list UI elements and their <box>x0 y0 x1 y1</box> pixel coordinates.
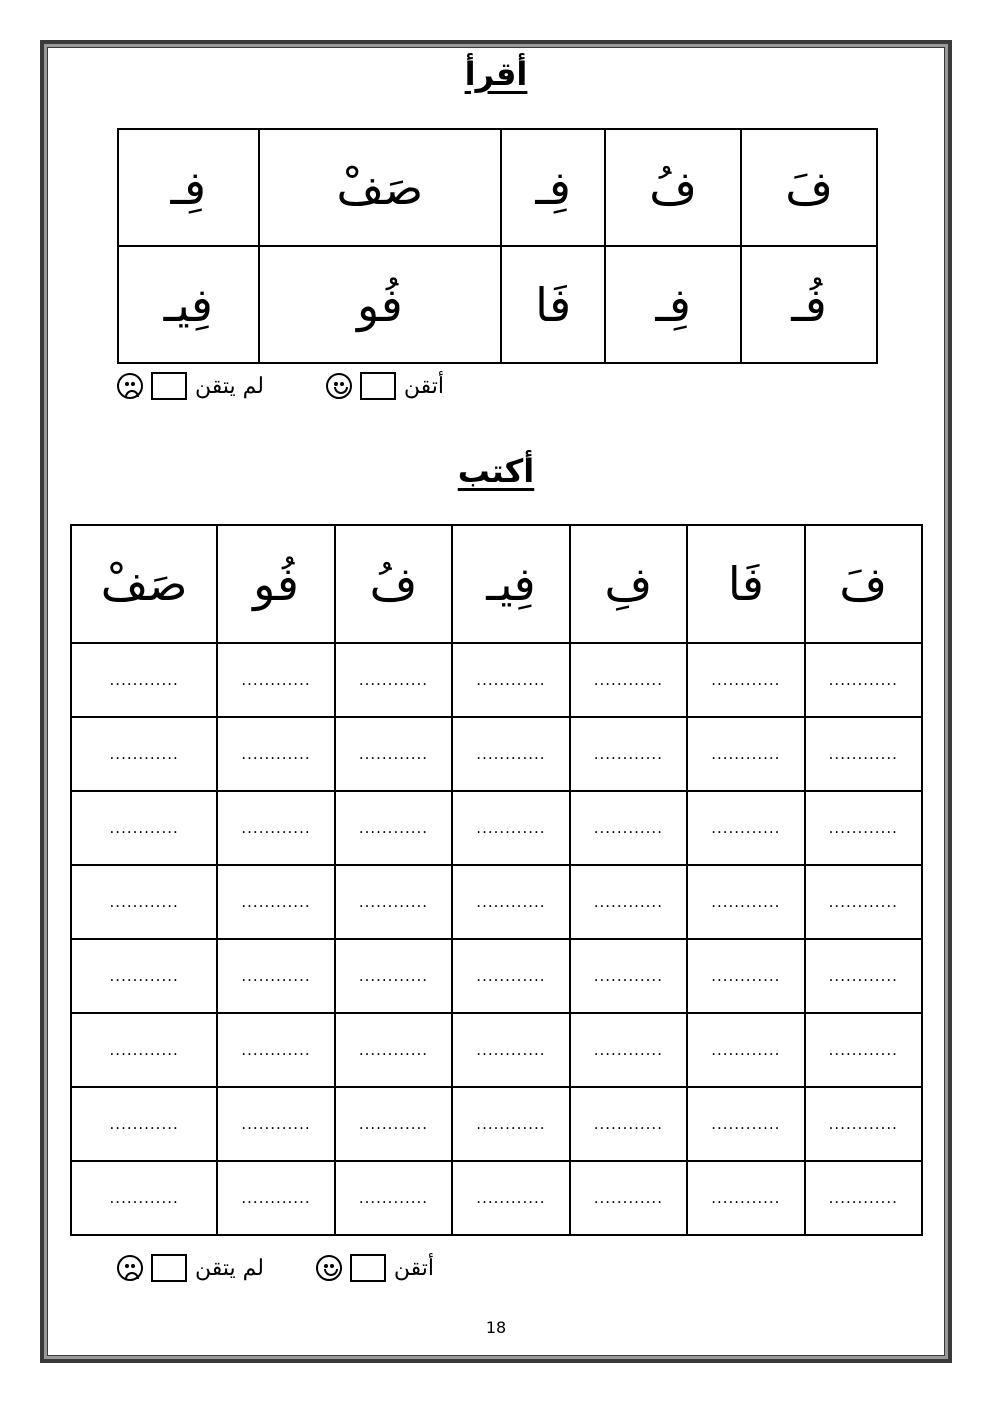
write-blank-cell[interactable]: ............ <box>71 939 217 1013</box>
write-blank-cell[interactable]: ............ <box>217 939 334 1013</box>
sad-face-icon <box>117 373 143 399</box>
read-cell: فِيـ <box>118 246 259 363</box>
write-blank-cell[interactable]: ............ <box>217 1161 334 1235</box>
write-practice-row <box>71 1161 922 1235</box>
read-cell: فُو <box>259 246 502 363</box>
write-model-cell: فَ <box>805 525 922 643</box>
write-blank-cell[interactable]: ............ <box>452 643 569 717</box>
write-blank-cell[interactable]: ............ <box>687 717 804 791</box>
read-row <box>118 129 877 246</box>
mastered-option <box>316 1254 434 1282</box>
write-practice-row <box>71 865 922 939</box>
write-header-row <box>71 525 922 643</box>
read-cell: فِـ <box>605 246 741 363</box>
read-table <box>117 128 878 364</box>
write-blank-cell[interactable]: ............ <box>217 1013 334 1087</box>
write-blank-cell[interactable]: ............ <box>452 1013 569 1087</box>
read-title: أقرأ <box>464 55 528 93</box>
not-mastered-option <box>117 372 264 400</box>
write-blank-cell[interactable]: ............ <box>805 1087 922 1161</box>
write-blank-cell[interactable]: ............ <box>687 643 804 717</box>
write-blank-cell[interactable]: ............ <box>687 939 804 1013</box>
mastered-label: أتقن <box>393 1255 434 1281</box>
read-cell: فَا <box>501 246 605 363</box>
mastered-checkbox[interactable] <box>360 372 396 400</box>
write-blank-cell[interactable]: ............ <box>217 1087 334 1161</box>
write-practice-row <box>71 1087 922 1161</box>
write-blank-cell[interactable]: ............ <box>687 791 804 865</box>
write-blank-cell[interactable]: ............ <box>452 865 569 939</box>
read-cell: فِـ <box>501 129 605 246</box>
read-assessment <box>0 372 992 412</box>
write-blank-cell[interactable]: ............ <box>335 1161 452 1235</box>
write-blank-cell[interactable]: ............ <box>805 865 922 939</box>
read-cell: صَفْ <box>259 129 502 246</box>
write-title: أكتب <box>457 452 535 490</box>
write-practice-row <box>71 1013 922 1087</box>
write-assessment <box>0 1254 992 1294</box>
not-mastered-label: لم يتقن <box>195 373 264 399</box>
happy-face-icon <box>326 373 352 399</box>
write-blank-cell[interactable]: ............ <box>335 717 452 791</box>
write-blank-cell[interactable]: ............ <box>335 1013 452 1087</box>
write-practice-rows <box>71 643 922 1235</box>
write-blank-cell[interactable]: ............ <box>71 1013 217 1087</box>
sad-face-icon <box>117 1255 143 1281</box>
not-mastered-label: لم يتقن <box>195 1255 264 1281</box>
page-number: 18 <box>485 1318 507 1337</box>
write-blank-cell[interactable]: ............ <box>570 1013 687 1087</box>
read-cell: فُـ <box>741 246 877 363</box>
write-model-cell: فُ <box>335 525 452 643</box>
write-blank-cell[interactable]: ............ <box>570 1161 687 1235</box>
write-blank-cell[interactable]: ............ <box>570 1087 687 1161</box>
write-blank-cell[interactable]: ............ <box>570 717 687 791</box>
write-blank-cell[interactable]: ............ <box>71 717 217 791</box>
write-model-cell: فِيـ <box>452 525 569 643</box>
write-blank-cell[interactable]: ............ <box>217 791 334 865</box>
write-blank-cell[interactable]: ............ <box>335 865 452 939</box>
read-row <box>118 246 877 363</box>
write-blank-cell[interactable]: ............ <box>71 1161 217 1235</box>
write-blank-cell[interactable]: ............ <box>335 791 452 865</box>
write-heading <box>0 452 992 490</box>
not-mastered-option <box>117 1254 264 1282</box>
write-model-cell: صَفْ <box>71 525 217 643</box>
write-blank-cell[interactable]: ............ <box>71 1087 217 1161</box>
write-blank-cell[interactable]: ............ <box>71 791 217 865</box>
write-practice-row <box>71 939 922 1013</box>
write-blank-cell[interactable]: ............ <box>452 1161 569 1235</box>
read-cell: فِـ <box>118 129 259 246</box>
write-blank-cell[interactable]: ............ <box>452 717 569 791</box>
write-blank-cell[interactable]: ............ <box>805 939 922 1013</box>
write-blank-cell[interactable]: ............ <box>71 865 217 939</box>
not-mastered-checkbox[interactable] <box>151 372 187 400</box>
write-blank-cell[interactable]: ............ <box>71 643 217 717</box>
write-blank-cell[interactable]: ............ <box>687 1087 804 1161</box>
write-blank-cell[interactable]: ............ <box>335 643 452 717</box>
write-blank-cell[interactable]: ............ <box>452 939 569 1013</box>
write-practice-row <box>71 791 922 865</box>
read-cell: فُ <box>605 129 741 246</box>
write-blank-cell[interactable]: ............ <box>805 643 922 717</box>
write-blank-cell[interactable]: ............ <box>335 1087 452 1161</box>
write-blank-cell[interactable]: ............ <box>217 643 334 717</box>
write-blank-cell[interactable]: ............ <box>570 939 687 1013</box>
mastered-option <box>326 372 444 400</box>
write-blank-cell[interactable]: ............ <box>570 643 687 717</box>
write-practice-row <box>71 643 922 717</box>
write-blank-cell[interactable]: ............ <box>805 1161 922 1235</box>
write-blank-cell[interactable]: ............ <box>687 865 804 939</box>
write-blank-cell[interactable]: ............ <box>217 717 334 791</box>
write-blank-cell[interactable]: ............ <box>805 717 922 791</box>
write-blank-cell[interactable]: ............ <box>687 1161 804 1235</box>
write-blank-cell[interactable]: ............ <box>452 1087 569 1161</box>
write-table <box>70 524 923 1236</box>
write-blank-cell[interactable]: ............ <box>217 865 334 939</box>
write-blank-cell[interactable]: ............ <box>335 939 452 1013</box>
write-practice-row <box>71 717 922 791</box>
write-blank-cell[interactable]: ............ <box>805 1013 922 1087</box>
mastered-label: أتقن <box>403 373 444 399</box>
read-cell: فَ <box>741 129 877 246</box>
happy-face-icon <box>316 1255 342 1281</box>
write-model-cell: فِ <box>570 525 687 643</box>
write-blank-cell[interactable]: ............ <box>570 865 687 939</box>
write-model-cell: فُو <box>217 525 334 643</box>
write-blank-cell[interactable]: ............ <box>570 791 687 865</box>
write-blank-cell[interactable]: ............ <box>452 791 569 865</box>
write-model-cell: فَا <box>687 525 804 643</box>
write-blank-cell[interactable]: ............ <box>805 791 922 865</box>
mastered-checkbox[interactable] <box>350 1254 386 1282</box>
write-blank-cell[interactable]: ............ <box>687 1013 804 1087</box>
not-mastered-checkbox[interactable] <box>151 1254 187 1282</box>
read-heading <box>0 55 992 93</box>
